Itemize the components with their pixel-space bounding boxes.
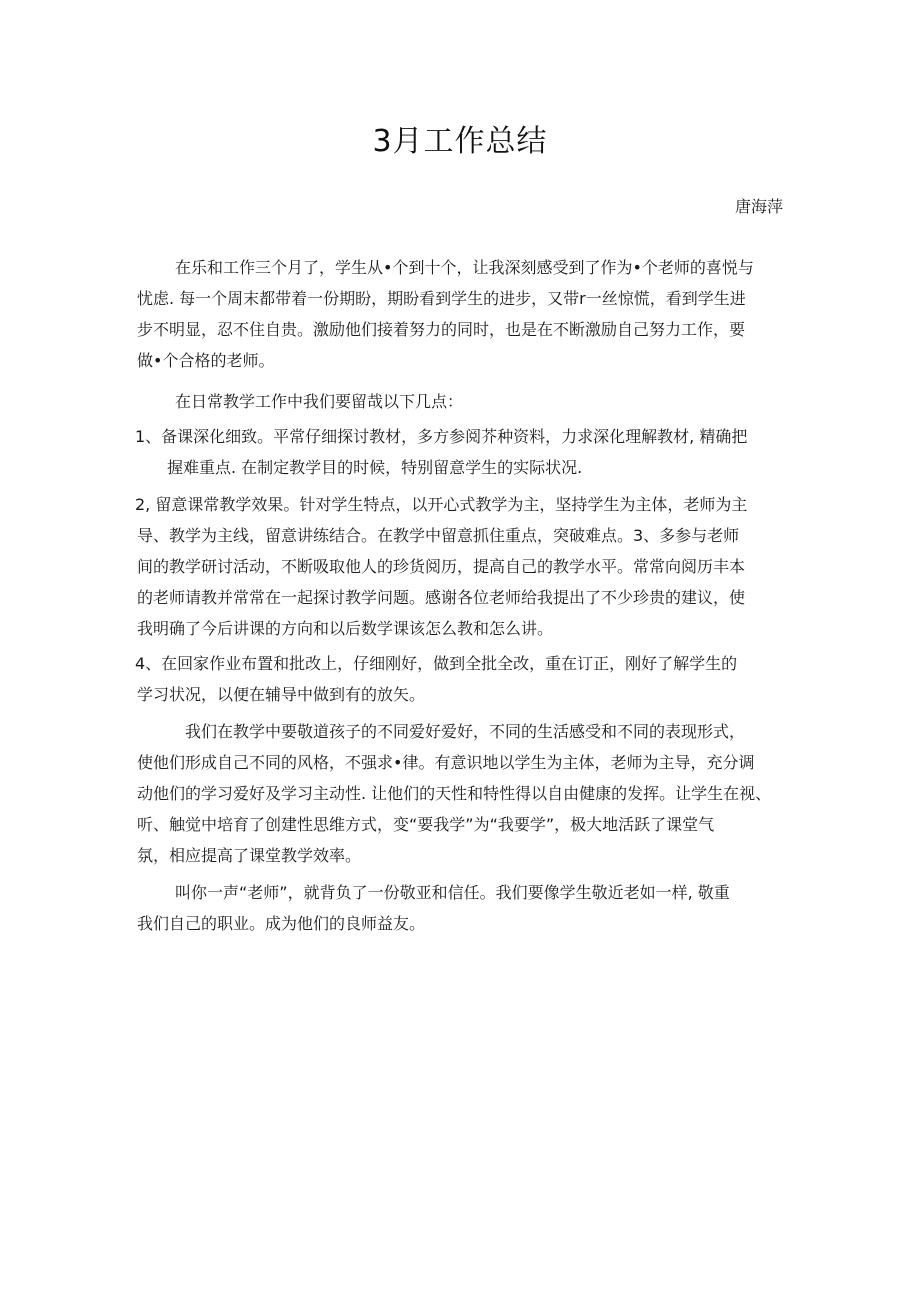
paragraph-line: 在乐和工作三个月了，学生从•个到十个，让我深刻感受到了作为•个老师的喜悦与 bbox=[175, 258, 754, 277]
paragraph-line: 4、在回家作业布置和批改上，仔细刚好，做到全批全改，重在订正，刚好了解学生的 bbox=[135, 654, 738, 673]
list-item-1 bbox=[137, 421, 797, 483]
document-body bbox=[137, 252, 797, 939]
document-title: 3月工作总结 bbox=[372, 124, 548, 159]
list-item-4 bbox=[137, 648, 797, 710]
paragraph-line: 使他们形成自己不同的风格，不强求•律。有意识地以学生为主体，老师为主导，充分调 bbox=[137, 753, 755, 772]
paragraph-points-intro bbox=[137, 386, 797, 417]
paragraph-line: 步不明显，忍不住自贵。激励他们接着努力的同时，也是在不断激励自己努力工作，要 bbox=[137, 320, 746, 339]
paragraph-line: 做•个合格的老师。 bbox=[137, 351, 275, 370]
paragraph-line: 忧虑. 每一个周末都带着一份期盼，期盼看到学生的进步，又带r一丝惊慌，看到学生进 bbox=[137, 289, 746, 308]
paragraph-line: 动他们的学习爱好及学习主动性. 让他们的天性和特性得以自由健康的发挥。让学生在视、 bbox=[137, 784, 772, 803]
paragraph-line: 2, 留意课常教学效果。针对学生特点，以开心式教学为主，坚持学生为主体，老师为主 bbox=[135, 495, 748, 514]
paragraph-line: 握难重点. 在制定教学目的时候，特别留意学生的实际状况. bbox=[167, 458, 583, 477]
paragraph-line: 我们在教学中要敬道孩子的不同爱好爱好，不同的生活感受和不同的表现形式， bbox=[185, 722, 746, 741]
paragraph-line: 在日常教学工作中我们要留哉以下几点： bbox=[175, 392, 464, 411]
paragraph-respect bbox=[137, 716, 797, 871]
paragraph-line: 学习状况，以便在辅导中做到有的放矢。 bbox=[137, 685, 426, 704]
paragraph-line: 听、触觉中培育了创建性思维方式，变“要我学”为“我要学”，极大地活跃了课堂气 bbox=[137, 815, 715, 834]
paragraph-line: 氛，相应提高了课堂教学效率。 bbox=[137, 846, 362, 865]
paragraph-intro bbox=[137, 252, 797, 376]
paragraph-line: 我明确了今后讲课的方向和以后数学课该怎么教和怎么讲。 bbox=[137, 619, 554, 638]
list-item-2 bbox=[137, 489, 797, 644]
paragraph-line: 导、教学为主线，留意讲练结合。在教学中留意抓住重点，突破难点。3、多参与老师 bbox=[137, 526, 740, 545]
paragraph-line: 1、备课深化细致。平常仔细探讨教材，多方参阅芥种资料，力求深化理解教材, 精确把 bbox=[135, 427, 748, 446]
paragraph-line: 间的教学研讨活动，不断吸取他人的珍货阅历，提高自己的教学水平。常常向阅历丰本 bbox=[137, 557, 746, 576]
paragraph-line: 的老师请教并常常在一起探讨教学问题。感谢各位老师给我提出了不少珍贵的建议，使 bbox=[137, 588, 746, 607]
paragraph-closing bbox=[137, 877, 797, 939]
paragraph-line: 我们自己的职业。成为他们的良师益友。 bbox=[137, 914, 426, 933]
author-name: 唐海萍 bbox=[734, 197, 783, 216]
paragraph-line: 叫你一声“老师”，就背负了一份敬亚和信任。我们要像学生敬近老如一样, 敬重 bbox=[175, 883, 730, 902]
